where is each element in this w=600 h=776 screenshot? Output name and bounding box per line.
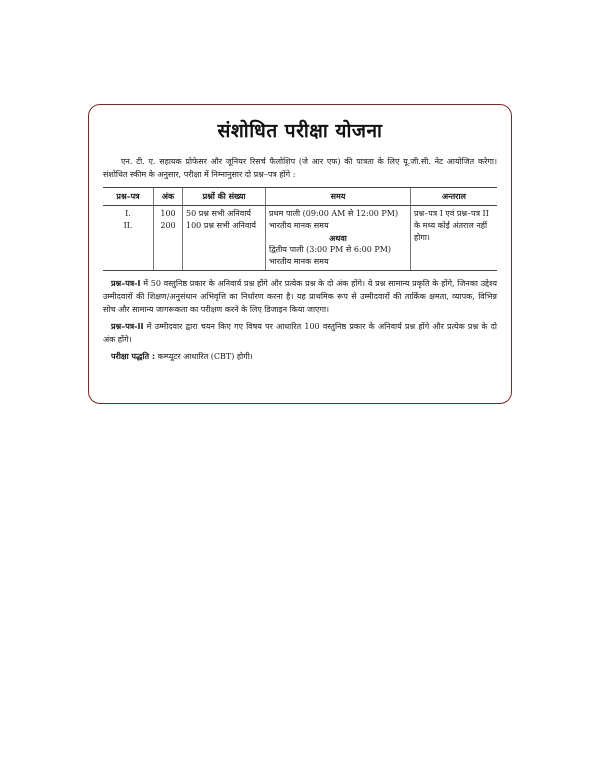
paper-cell	[103, 206, 154, 271]
shift-2: द्वितीय पाली (3:00 PM से 6:00 PM)	[269, 245, 392, 254]
or-label: अथवा	[329, 233, 347, 243]
ist-2: भारतीय मानक समय	[269, 257, 329, 266]
exam-method	[111, 350, 497, 363]
paper1-description	[103, 277, 497, 316]
paper2-label: प्रश्न–पत्र-II	[111, 322, 144, 331]
page-title: संशोधित परीक्षा योजना	[217, 120, 383, 142]
header-paper: प्रश्न–पत्र	[103, 188, 154, 206]
time-cell	[266, 206, 411, 271]
marks-1: 100	[160, 209, 176, 218]
paper2-description	[103, 320, 497, 346]
intro-paragraph: एन. टी. ए. सहायक प्रोफेसर और जूनियर रिसर्च फैलोशिप (जे आर एफ) की पात्रता के लिए यू.जी.सी. नेट आयोजित करेगा। संशोधित स्कीम के अनुसार, परीक्षा में निम्नानुसार दो प्रश्न–पत्र होंगे :	[103, 157, 497, 179]
method-text: कम्प्यूटर आधारित (CBT) होगी।	[155, 352, 253, 361]
header-marks: अंक	[154, 188, 183, 206]
header-interval: अन्तराल	[411, 188, 498, 206]
header-questions: प्रश्नों की संख्या	[183, 188, 266, 206]
method-label: परीक्षा पद्धति :	[111, 352, 156, 361]
table-header-row	[103, 188, 497, 206]
shift-1: प्रथम पाली (09:00 AM से 12:00 PM)	[269, 209, 399, 218]
header-time: समय	[266, 188, 411, 206]
paper1-text: में 50 वस्तुनिष्ठ प्रकार के अनिवार्य प्रश्न होंगे और प्रत्येक प्रश्न के दो अंक होंगे। ये प्रश्न सामान्य प्रकृति के होंगे, जिनका उद्देश्य उम्मीदवारों की शिक्षण/अनुसंधान अभिवृत्ति का निर्धारण करना है। यह प्राथमिक रूप से उम्मीदवारों की तार्किक क्षमता, व्यापक, विभिन्न सोच और सामान्य जागरूकता का परीक्षण करने के लिए डिजाइन किया जाएगा।	[103, 279, 497, 314]
paper2-text: में उम्मीदवार द्वारा चयन किए गए विषय पर आधारित 100 वस्तुनिष्ठ प्रकार के अनिवार्य प्रश्न होंगे और प्रत्येक प्रश्न के दो अंक होंगे।	[103, 322, 497, 344]
questions-1: 50 प्रश्न सभी अनिवार्य	[186, 209, 251, 218]
table-row	[103, 206, 497, 271]
paper1-label: प्रश्न–पत्र-I	[111, 279, 141, 288]
paper-1: I.	[125, 209, 131, 218]
ist-1: भारतीय मानक समय	[269, 221, 329, 230]
marks-cell	[154, 206, 183, 271]
questions-2: 100 प्रश्न सभी अनिवार्य	[186, 221, 256, 230]
questions-cell	[183, 206, 266, 271]
paper-2: II.	[123, 221, 133, 230]
exam-scheme-table	[103, 187, 497, 271]
interval-cell: प्रश्न–पत्र I एवं प्रश्न–पत्र II के मध्य कोई अंतराल नहीं होगा।	[411, 206, 498, 271]
notice-box	[88, 104, 512, 404]
marks-2: 200	[160, 221, 176, 230]
